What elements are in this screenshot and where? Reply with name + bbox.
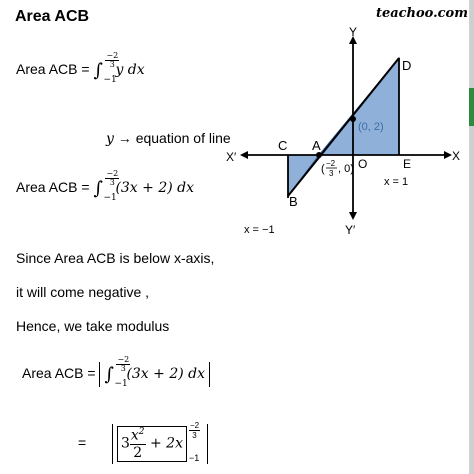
evaluation-limits [187,420,203,463]
x-equals-1-label: x = 1 [384,176,409,188]
text-line-5: it will come negative , [16,284,150,300]
x-axis-arrow-left [240,151,248,159]
x-intercept-num: −2 [326,159,336,168]
integral-lower: −1 [103,75,117,85]
integrand: (3x + 2) dx [126,366,206,383]
equation-line-8 [78,420,208,464]
point-y-intercept-dot [350,116,356,122]
fraction-den: 2 [133,444,143,461]
integral-sign: ∫ $\frac{-2}{3}$ −1 [93,51,119,85]
integrand: y dx [115,62,145,79]
integral-upper-den: 3 [120,364,126,373]
equals-sign: = [78,434,87,451]
scroll-indicator [469,0,474,474]
brand-logo: teachoo.com [375,6,468,21]
variable-y: y [106,131,114,147]
eval-upper-num: −2 [189,420,200,430]
explanation-text: → equation of line [113,130,231,146]
page-title: Area ACB [15,8,90,25]
equation-prefix: Area ACB = [16,179,94,196]
y-axis-label: Y [349,25,358,39]
x-intercept-close: , 0) [338,163,354,175]
y-axis-arrow-down [349,212,357,220]
equation-line-2 [106,130,231,147]
integral-upper-num: −2 [106,51,119,60]
equation-prefix: Area ACB = [22,365,100,382]
integral-upper-den: 3 [109,60,115,69]
integral-upper-num: −2 [106,169,119,178]
point-a-label: A [312,138,321,153]
x-axis-label: X [452,149,461,163]
integral-sign: ∫ $\frac{-2}{3}$ −1 [93,169,119,203]
x-axis-arrow-right [444,151,452,159]
x-equals-neg1-label: x = −1 [244,224,275,236]
integral-sign: ∫ $\frac{-2}{3}$ −1 [104,355,130,389]
text-line-4: Since Area ACB is below x-axis, [16,250,215,266]
fraction [130,427,146,461]
origin-label: O [358,157,368,171]
point-c-label: C [278,138,288,153]
integrand: (3x + 2) dx [115,180,195,197]
integral-upper-num: −2 [117,355,130,364]
point-b-label: B [289,194,298,209]
eval-upper-den: 3 [192,430,197,440]
fraction-num: x [130,427,139,444]
point-e-label: E [403,157,412,171]
evaluation-bracket [117,426,187,462]
y-intercept-label: (0, 2) [358,121,384,133]
eval-lower: −1 [188,452,200,463]
fraction-exponent: 2 [138,427,145,437]
modulus-bars [112,420,208,464]
y-neg-axis-label: Y′ [345,223,356,237]
scroll-indicator-accent [469,88,474,126]
x-intercept-open: ( [321,163,325,175]
coefficient: 3 [120,435,130,452]
point-d-label: D [402,58,412,73]
x-neg-axis-label: X′ [226,150,237,164]
integral-upper-den: 3 [109,178,115,187]
equation-line-7 [22,355,210,389]
equation-prefix: Area ACB = [16,61,94,78]
integral-lower: −1 [103,193,117,203]
equation-line-3 [16,169,195,203]
text-line-6: Hence, we take modulus [16,318,170,334]
x-intercept-den: 3 [329,169,334,178]
modulus-bars [99,355,210,389]
expression-tail: + 2x [145,435,183,452]
equation-line-1 [16,51,145,85]
coordinate-graph [228,22,464,248]
integral-lower: −1 [114,379,128,389]
